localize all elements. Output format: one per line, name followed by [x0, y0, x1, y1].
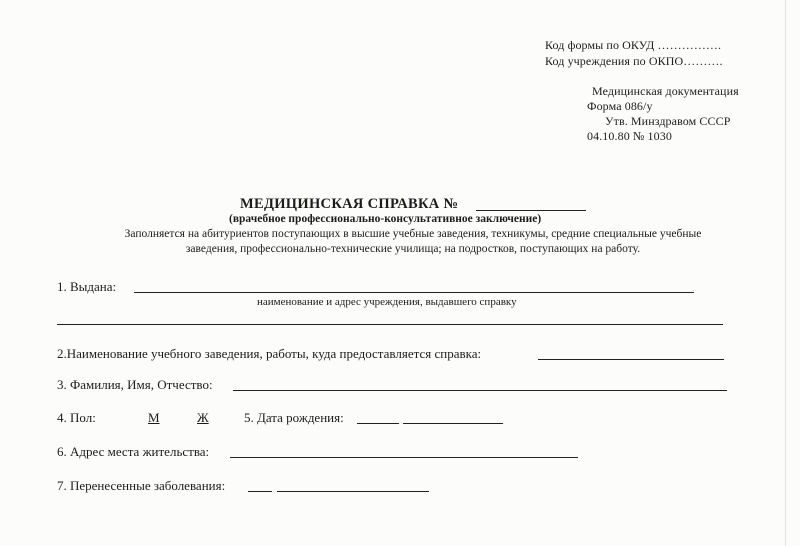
sex-option-female[interactable]: Ж [197, 410, 209, 425]
address-field[interactable] [230, 457, 578, 458]
birth-date-field-day[interactable] [357, 423, 399, 424]
certificate-number-line[interactable] [476, 210, 586, 211]
address-text: Адрес места жительства: [70, 444, 210, 459]
page-edge [785, 0, 786, 546]
sex-option-male[interactable]: М [148, 410, 160, 425]
doc-type: Медицинская документация [592, 84, 739, 98]
past-diseases-field[interactable] [277, 491, 429, 492]
full-name-label [57, 377, 213, 393]
past-diseases-field-start[interactable] [248, 491, 272, 492]
sex-number: 4. [57, 410, 67, 425]
birth-date-field[interactable] [403, 423, 503, 424]
past-diseases-label [57, 478, 225, 494]
past-diseases-number: 7. [57, 478, 67, 493]
certificate-subtitle: (врачебное профессионально-консультативное заключение) [229, 213, 542, 225]
full-name-number: 3. [57, 377, 67, 392]
applicability-note-2: заведения, профессионально-технические училища; на подростков, поступающих на работу. [185, 243, 641, 255]
issued-by-number: 1. [57, 279, 67, 294]
issued-by-field-continued[interactable] [57, 324, 723, 325]
full-name-field[interactable] [233, 390, 727, 391]
issued-by-field[interactable] [134, 292, 694, 293]
address-number: 6. [57, 444, 67, 459]
birth-date-label: 5. Дата рождения: [244, 410, 344, 425]
applicability-note-1: Заполняется на абитуриентов поступающих в высшие учебные заведения, техникумы, средние специальные учебные [124, 228, 702, 240]
issued-by-caption: наименование и адрес учреждения, выдавшего справку [257, 296, 517, 308]
sex-text: Пол: [70, 410, 96, 425]
institution-field[interactable] [538, 359, 724, 360]
issued-by-text: Выдана: [70, 279, 117, 294]
sex-label [57, 410, 96, 426]
okud-code: Код формы по ОКУД ……………. [545, 38, 722, 52]
past-diseases-text: Перенесенные заболевания: [70, 478, 226, 493]
certificate-title: МЕДИЦИНСКАЯ СПРАВКА № [240, 196, 459, 212]
full-name-text: Фамилия, Имя, Отчество: [70, 377, 213, 392]
okpo-code: Код учреждения по ОКПО………. [545, 54, 723, 68]
address-label [57, 444, 209, 460]
approval-date: 04.10.80 № 1030 [587, 129, 672, 143]
institution-label: 2.Наименование учебного заведения, работы, куда предоставляется справка: [57, 346, 482, 361]
form-number: Форма 086/у [587, 99, 653, 113]
approval-authority: Утв. Минздравом СССР [605, 114, 731, 128]
issued-by-label [57, 279, 116, 295]
